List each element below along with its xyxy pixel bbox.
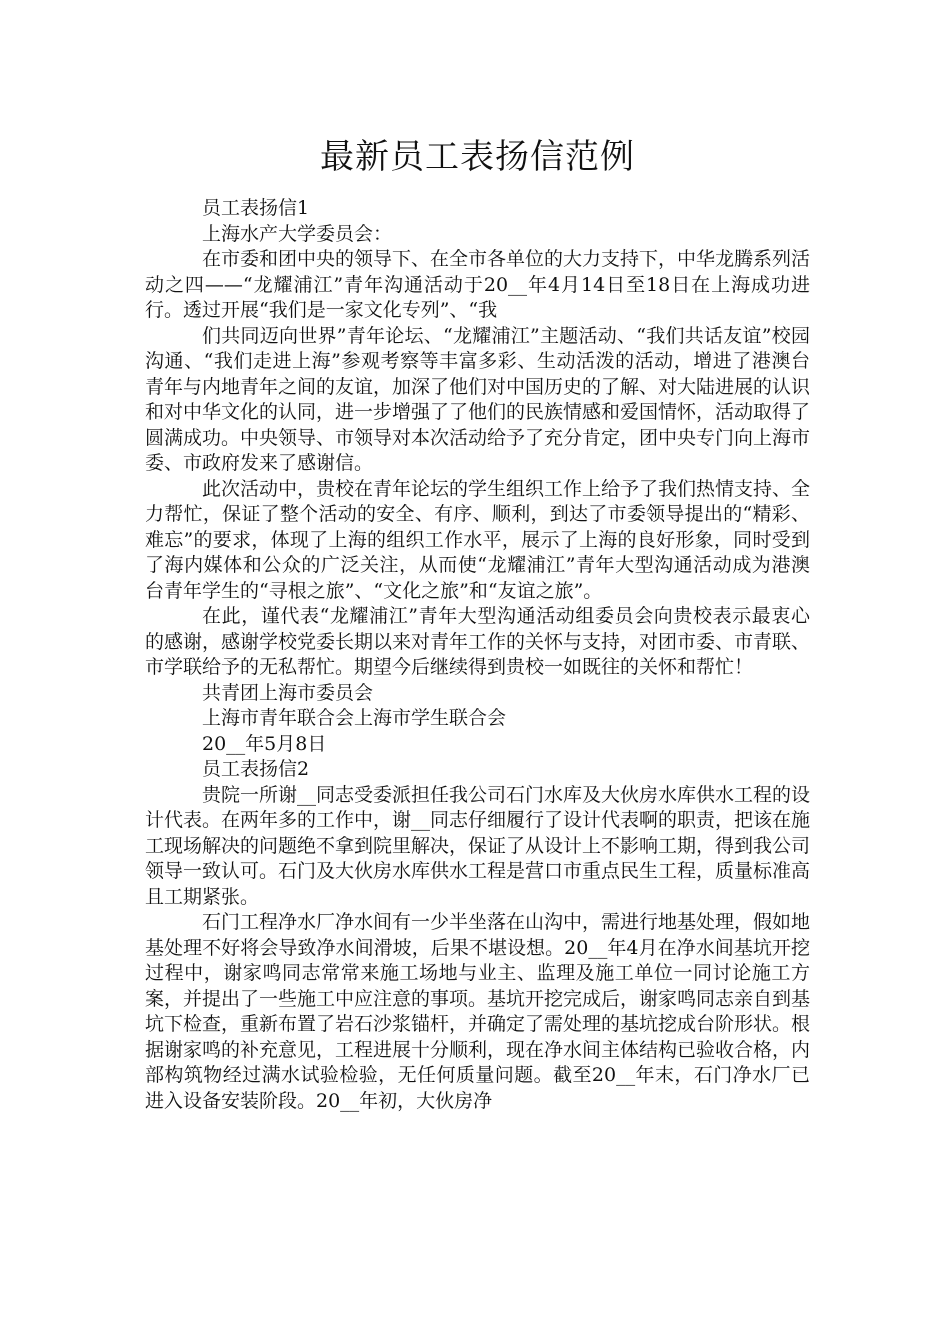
body-paragraph: 在市委和团中央的领导下、在全市各单位的大力支持下，中华龙腾系列活动之四——“龙耀浦江”青年沟通活动于20__年4月14日至18日在上海成功进行。透过开展“我们是一家文化专列”、“我: [145, 248, 811, 321]
body-paragraph: 石门工程净水厂净水间有一少半坐落在山沟中，需进行地基处理，假如地基处理不好将会导致净水间滑坡，后果不堪设想。20__年4月在净水间基坑开挖过程中，谢家鸣同志常常来施工场地与业主、监理及施工单位一同讨论施工方案，并提出了一些施工中应注意的事项。基坑开挖完成后，谢家鸣同志亲自到基坑下检查，重新布置了岩石沙浆锚杆，并确定了需处理的基坑挖成台阶形状。根据谢家鸣的补充意见，工程进展十分顺利，现在净水间主体结构已验收合格，内部构筑物经过满水试验检验，无任何质量问题。截至20__年末，石门净水厂已进入设备安装阶段。20__年初，大伙房净: [145, 911, 811, 1112]
signature-org: 共青团上海市委员会: [202, 681, 374, 704]
document-title: 最新员工表扬信范例: [320, 137, 635, 177]
signature-date: 20__年5月8日: [202, 732, 327, 755]
salutation: 上海水产大学委员会：: [202, 222, 393, 245]
document-page: [145, 0, 810, 1114]
document-body: [145, 196, 810, 1114]
section-heading-2: 员工表扬信2: [202, 758, 310, 780]
body-paragraph: 在此，谨代表“龙耀浦江”青年大型沟通活动组委员会向贵校表示最衷心的感谢，感谢学校党委长期以来对青年工作的关怀与支持，对团市委、市青联、市学联给予的无私帮忙。期望今后继续得到贵校一如既往的关怀和帮忙！: [145, 605, 811, 678]
body-paragraph: 此次活动中，贵校在青年论坛的学生组织工作上给予了我们热情支持、全力帮忙，保证了整个活动的安全、有序、顺利，到达了市委领导提出的“精彩、难忘”的要求，体现了上海的组织工作水平，展示了上海的良好形象，同时受到了海内媒体和公众的广泛关注，从而使“龙耀浦江”青年大型沟通活动成为港澳台青年学生的“寻根之旅”、“文化之旅”和“友谊之旅”。: [145, 477, 811, 602]
body-paragraph: 贵院一所谢__同志受委派担任我公司石门水库及大伙房水库供水工程的设计代表。在两年多的工作中，谢__同志仔细履行了设计代表啊的职责，把该在施工现场解决的问题绝不拿到院里解决，保证了从设计上不影响工期，得到我公司领导一致认可。石门及大伙房水库供水工程是营口市重点民生工程，质量标准高且工期紧张。: [145, 783, 811, 908]
signature-org: 上海市青年联合会上海市学生联合会: [202, 707, 507, 729]
section-heading-1: 员工表扬信1: [202, 197, 310, 219]
body-paragraph: 们共同迈向世界”青年论坛、“龙耀浦江”主题活动、“我们共话友谊”校园沟通、“我们走进上海”参观考察等丰富多彩、生动活泼的活动，增进了港澳台青年与内地青年之间的友谊，加深了他们对中国历史的了解、对大陆进展的认识和对中华文化的认同，进一步增强了了他们的民族情感和爱国情怀，活动取得了圆满成功。中央领导、市领导对本次活动给予了充分肯定，团中央专门向上海市委、市政府发来了感谢信。: [145, 324, 811, 474]
